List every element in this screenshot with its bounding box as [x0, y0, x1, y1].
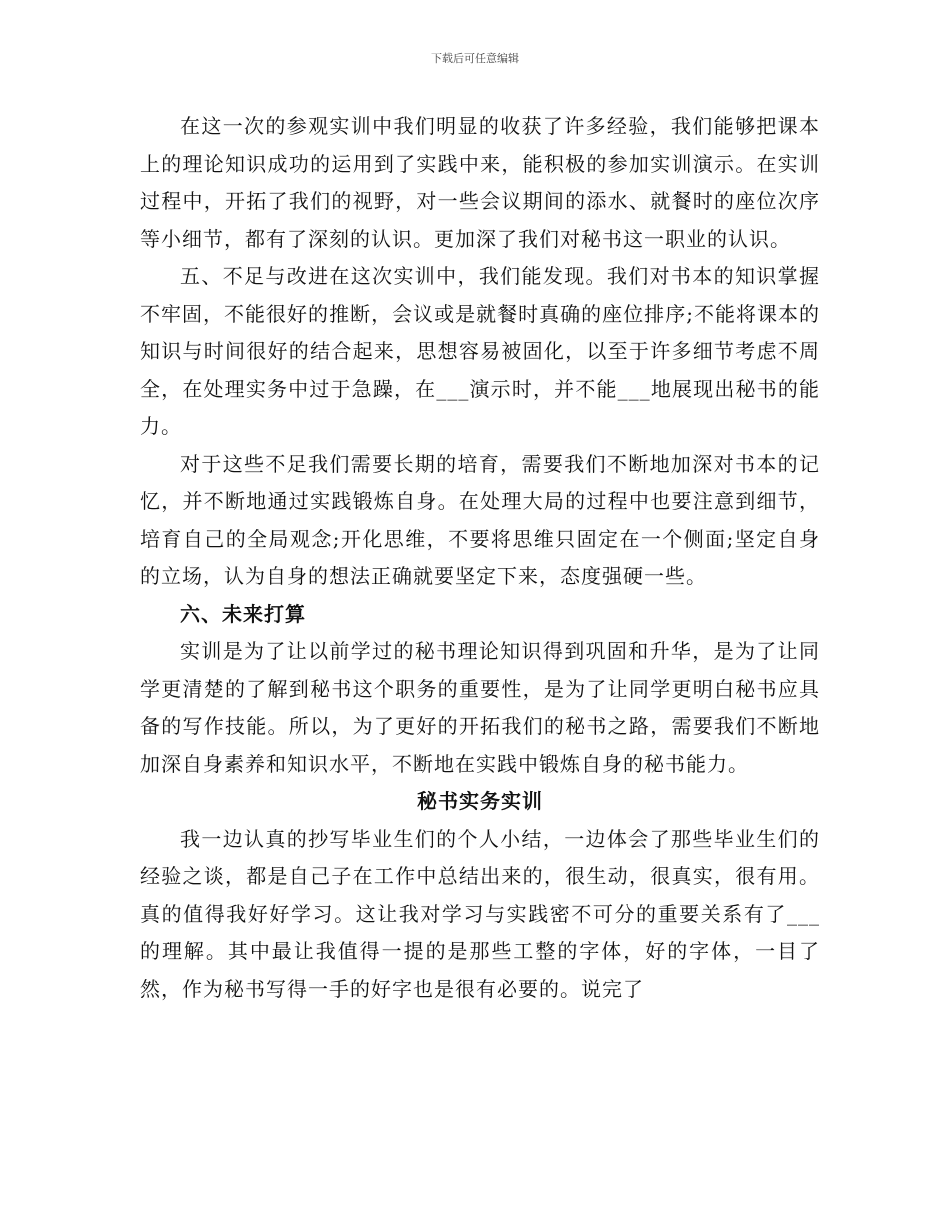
document-title: 秘书实务实训	[417, 789, 543, 813]
paragraph-practice-notes: 我一边认真的抄写毕业生们的个人小结，一边体会了那些毕业生们的经验之谈，都是自己子在工作中总结出来的，很生动，很真实，很有用。真的值得我好好学习。这让我对学习与实践密不可分的重要关系有了___的理解。其中最让我值得一提的是那些工整的字体，好的字体，一目了然，作为秘书写得一手的好字也是很有必要的。说完了	[140, 826, 820, 1001]
paragraph-visit-results: 在这一次的参观实训中我们明显的收获了许多经验，我们能够把课本上的理论知识成功的运用到了实践中来，能积极的参加实训演示。在实训过程中，开拓了我们的视野，对一些会议期间的添水、就餐时的座位次序等小细节，都有了深刻的认识。更加深了我们对秘书这一职业的认识。	[140, 114, 820, 251]
document-body	[140, 108, 820, 1008]
section-heading-future-plans: 六、未来打算	[180, 601, 306, 626]
page-header: 下载后可任意编辑	[431, 52, 519, 65]
paragraph-improvement: 对于这些不足我们需要长期的培育，需要我们不断地加深对书本的记忆，并不断地通过实践锻炼自身。在处理大局的过程中也要注意到细节，培育自己的全局观念;开化思维，不要将思维只固定在一个侧面;坚定自身的立场，认为自身的想法正确就要坚定下来，态度强硬一些。	[140, 451, 820, 588]
paragraph-future-plans: 实训是为了让以前学过的秘书理论知识得到巩固和升华，是为了让同学更清楚的了解到秘书这个职务的重要性，是为了让同学更明白秘书应具备的写作技能。所以，为了更好的开拓我们的秘书之路，需要我们不断地加深自身素养和知识水平，不断地在实践中锻炼自身的秘书能力。	[140, 639, 820, 776]
paragraph-shortcomings: 五、不足与改进在这次实训中，我们能发现。我们对书本的知识掌握不牢固，不能很好的推断，会议或是就餐时真确的座位排序;不能将课本的知识与时间很好的结合起来，思想容易被固化，以至于许多细节考虑不周全，在处理实务中过于急躁，在___演示时，并不能___地展现出秘书的能力。	[140, 264, 820, 438]
